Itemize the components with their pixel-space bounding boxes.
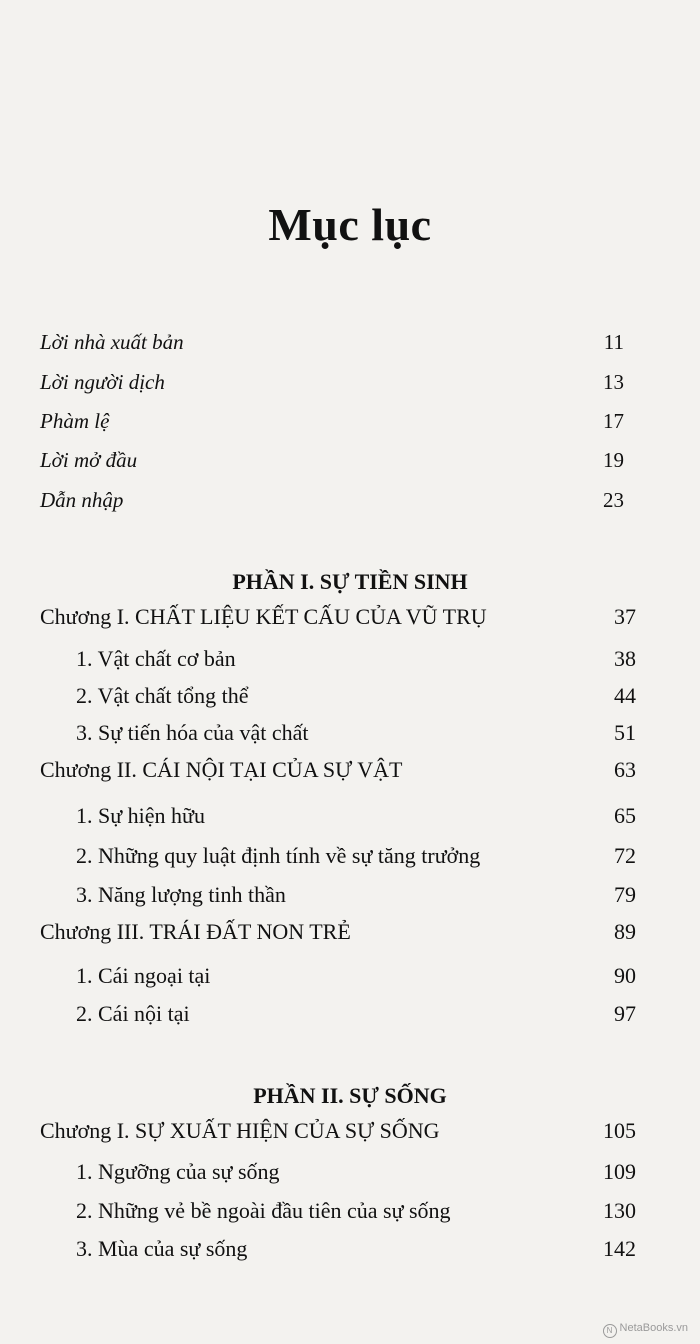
section-page: 130	[603, 1198, 636, 1223]
chapter-page: 89	[614, 919, 636, 944]
chapter-row	[40, 919, 636, 949]
section-page: 109	[603, 1159, 636, 1184]
chapter-title: Chương II. CÁI NỘI TẠI CỦA SỰ VẬT	[40, 757, 403, 782]
section-row	[40, 1198, 636, 1228]
section-row	[40, 843, 636, 873]
front-matter-row	[40, 448, 624, 476]
entry-page: 19	[603, 448, 624, 472]
watermark	[603, 1322, 688, 1338]
front-matter-row	[40, 488, 624, 516]
section-page: 72	[614, 843, 636, 868]
part-heading: PHẦN II. SỰ SỐNG	[253, 1083, 447, 1108]
section-title: 2. Những vẻ bề ngoài đầu tiên của sự sống	[76, 1198, 451, 1223]
section-row	[40, 683, 636, 713]
section-title: 2. Vật chất tổng thể	[76, 683, 249, 708]
chapter-page: 63	[614, 757, 636, 782]
entry-label: Dẫn nhập	[40, 488, 124, 512]
section-row	[40, 720, 636, 750]
section-title: 1. Vật chất cơ bản	[76, 646, 236, 671]
netabooks-logo-icon: N	[603, 1324, 617, 1338]
section-title: 2. Những quy luật định tính về sự tăng trưởng	[76, 843, 481, 868]
section-title: 3. Mùa của sự sống	[76, 1236, 248, 1261]
entry-page: 13	[603, 370, 624, 394]
entry-page: 17	[603, 409, 624, 433]
chapter-page: 37	[614, 604, 636, 629]
front-matter-row	[40, 330, 624, 358]
section-row	[40, 1001, 636, 1031]
front-matter-row	[40, 370, 624, 398]
section-page: 38	[614, 646, 636, 671]
entry-label: Lời nhà xuất bản	[40, 330, 184, 354]
section-page: 142	[603, 1236, 636, 1261]
section-page: 79	[614, 882, 636, 907]
section-page: 51	[614, 720, 636, 745]
watermark-text: NetaBooks.vn	[619, 1322, 688, 1334]
entry-page: 11	[603, 330, 624, 354]
section-row	[40, 1236, 636, 1266]
section-title: 1. Sự hiện hữu	[76, 803, 205, 828]
section-page: 44	[614, 683, 636, 708]
section-page: 65	[614, 803, 636, 828]
section-row	[40, 646, 636, 676]
chapter-row	[40, 604, 636, 634]
chapter-title: Chương I. SỰ XUẤT HIỆN CỦA SỰ SỐNG	[40, 1118, 440, 1143]
section-row	[40, 882, 636, 912]
section-row	[40, 803, 636, 833]
chapter-row	[40, 1118, 636, 1148]
section-row	[40, 963, 636, 993]
section-title: 3. Sự tiến hóa của vật chất	[76, 720, 309, 745]
chapter-row	[40, 757, 636, 787]
section-row	[40, 1159, 636, 1189]
section-title: 2. Cái nội tại	[76, 1001, 190, 1026]
section-page: 97	[614, 1001, 636, 1026]
chapter-title: Chương I. CHẤT LIỆU KẾT CẤU CỦA VŨ TRỤ	[40, 604, 487, 629]
section-title: 1. Cái ngoại tại	[76, 963, 211, 988]
entry-label: Lời người dịch	[40, 370, 165, 394]
entry-label: Lời mở đầu	[40, 448, 138, 472]
page-title: Mục lục	[268, 199, 432, 250]
part-heading: PHẦN I. SỰ TIỀN SINH	[232, 569, 468, 594]
entry-page: 23	[603, 488, 624, 512]
section-title: 1. Ngưỡng của sự sống	[76, 1159, 280, 1184]
front-matter-row	[40, 409, 624, 437]
chapter-page: 105	[603, 1118, 636, 1143]
entry-label: Phàm lệ	[40, 409, 110, 433]
section-page: 90	[614, 963, 636, 988]
section-title: 3. Năng lượng tinh thần	[76, 882, 286, 907]
chapter-title: Chương III. TRÁI ĐẤT NON TRẺ	[40, 919, 351, 944]
